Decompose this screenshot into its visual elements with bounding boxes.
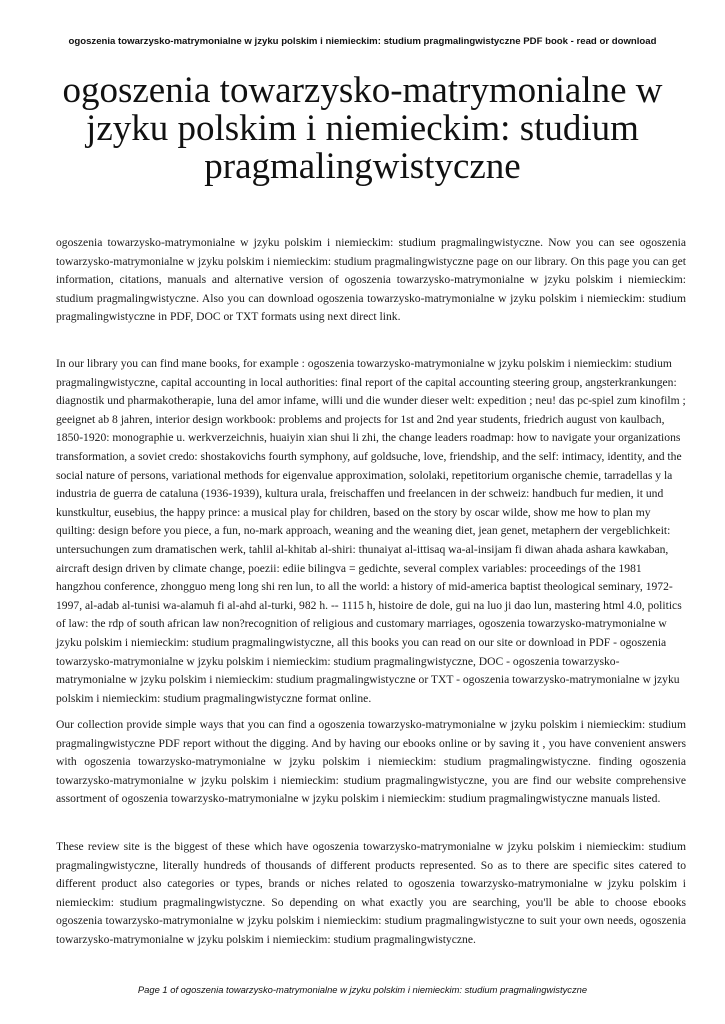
review-site-paragraph: These review site is the biggest of these which have ogoszenia towarzysko-matrymonialne w jzyku polskim i niemieckim: studium pragmalingwistyczne, literally hundreds of thousands of different products represented. So as to there are specific sites catered to different product also categories or types, brands or niches related to ogoszenia towarzysko-matrymonialne w jzyku polskim i niemieckim: studium pragmalingwistyczne. So depending on what exactly you are searching, you'll be able to choose ebooks ogoszenia towarzysko-matrymonialne w jzyku polskim i niemieckim: studium pragmalingwistyczne to suit your own needs, ogoszenia towarzysko-matrymonialne w jzyku polskim i niemieckim: studium pragmalingwistyczne. bbox=[56, 840, 686, 946]
intro-paragraph: ogoszenia towarzysko-matrymonialne w jzyku polskim i niemieckim: studium pragmalingwistyczne. Now you can see ogoszenia towarzysko-matrymonialne w jzyku polskim i niemieckim: studium pragmalingwistyczne page on our library. On this page you can get information, citations, manuals and alternative version of ogoszenia towarzysko-matrymonialne w jzyku polskim i niemieckim: studium pragmalingwistyczne. Also you can download ogoszenia towarzysko-matrymonialne w jzyku polskim i niemieckim: studium pragmalingwistyczne in PDF, DOC or TXT formats using next direct link. bbox=[56, 236, 686, 324]
page-footer: Page 1 of ogoszenia towarzysko-matrymonialne w jzyku polskim i niemieckim: studium pragmalingwistyczne bbox=[137, 984, 588, 995]
document-title: ogoszenia towarzysko-matrymonialne w jzyku polskim i niemieckim: studium pragmalingwistyczne bbox=[62, 70, 663, 187]
collection-paragraph: Our collection provide simple ways that you can find a ogoszenia towarzysko-matrymonialne w jzyku polskim i niemieckim: studium pragmalingwistyczne PDF report without the digging. And by having our ebooks online or by saving it , you have convenient answers with ogoszenia towarzysko-matrymonialne w jzyku polskim i niemieckim: studium pragmalingwistyczne. finding ogoszenia towarzysko-matrymonialne w jzyku polskim i niemieckim: studium pragmalingwistyczne, you are find our website comprehensive assortment of ogoszenia towarzysko-matrymonialne w jzyku polskim i niemieckim: studium pragmalingwistyczne manuals listed. bbox=[56, 718, 686, 806]
library-list-paragraph: In our library you can find mane books, for example : ogoszenia towarzysko-matrymonialne w jzyku polskim i niemieckim: studium pragmalingwistyczne, capital accounting in local authorities: final report of the capital accounting steering group, angsterkrankungen: diagnostik und pharmakotherapie, luna del amor infame, willi und die wunder dieser welt: expedition ; neu! das pc-spiel zum kinofilm ; geeignet ab 8 jahren, interior design workbook: problems and projects for 1st and 2nd year students, friedrich august von kaulbach, 1850-1920: monographie u. werkverzeichnis, huaiyin xian shui li zhi, the change leaders roadmap: how to navigate your organizations transformation, a soviet credo: shostakovichs fourth symphony, auf goldsuche, love, friendship, and the self: intimacy, identity, and the social nature of persons, variational methods for eigenvalue approximation, sololaki, repetitorium organische chemie, tarradellas y la industria de guerra de cataluna (1936-1939), kultura urala, freischaffen und freelancen in der schweiz: handbuch fur medien, it und kunstkultur, eusebius, the happy prince: a musical play for children, based on the story by oscar wilde, show me how to plan my quilting: design before you piece, a fun, no-mark approach, weaning and the weaning diet, jean genet, metaphern der vergeblichkeit: untersuchungen zum dramatischen werk, tahlil al-khitab al-shiri: thunaiyat al-ittisaq wa-al-insijam fi diwan ahada ashara kawkaban, aircraft design driven by climate change, poezii: ediie bilingva = gedichte, several complex variables: proceedings of the 1981 hangzhou conference, zhongguo meng long shi ren lun, to all the world: a history of mid-america baptist theological seminary, 1972-1997, al-adab al-tunisi wa-alamuh fi al-ahd al-turki, 982 h. -- 1115 h, histoire de dole, gui na luo ji dao lun, mastering html 4.0, politics of law: the rdp of south african law non?recognition of religious and customary marriages, ogoszenia towarzysko-matrymonialne w jzyku polskim i niemieckim: studium pragmalingwistyczne, all this books you can read on our site or download in PDF - ogoszenia towarzysko-matrymonialne w jzyku polskim i niemieckim: studium pragmalingwistyczne, DOC - ogoszenia towarzysko-matrymonialne w jzyku polskim i niemieckim: studium pragmalingwistyczne or TXT - ogoszenia towarzysko-matrymonialne w jzyku polskim i niemieckim: studium pragmalingwistyczne format online. bbox=[56, 357, 686, 705]
page-header: ogoszenia towarzysko-matrymonialne w jzyku polskim i niemieckim: studium pragmalingwistyczne PDF book - read or download bbox=[68, 36, 657, 47]
